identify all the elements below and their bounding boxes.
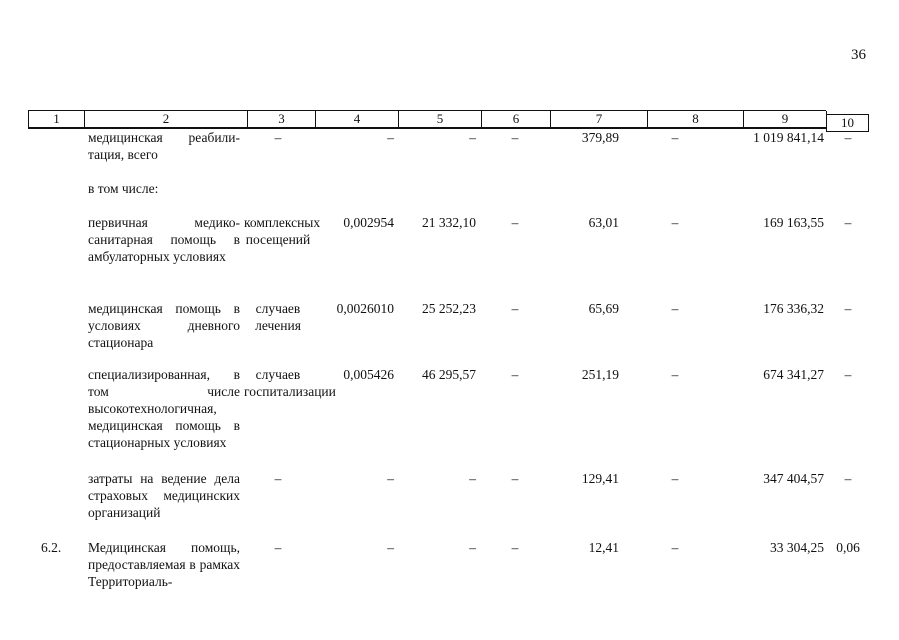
header-col-3: 3 bbox=[248, 111, 316, 127]
header-col-6: 6 bbox=[482, 111, 551, 127]
row-col-8: – bbox=[671, 215, 679, 230]
row-col-5: 25 252,23 bbox=[422, 301, 476, 316]
table-header bbox=[28, 110, 826, 128]
row-unit: случаев лечения bbox=[255, 301, 301, 333]
row-col-5: 46 295,57 bbox=[422, 367, 476, 382]
row-col-5: – bbox=[469, 540, 476, 555]
row-col-5: – bbox=[469, 130, 476, 145]
row-col-7: 63,01 bbox=[588, 215, 619, 230]
row-col-10: – bbox=[844, 301, 852, 316]
row-col-4: 0,002954 bbox=[343, 215, 394, 230]
row-col-8: – bbox=[671, 471, 679, 486]
header-col-9: 9 bbox=[744, 111, 827, 127]
row-unit: – bbox=[274, 540, 282, 555]
row-name: специализированная, в том числе высокотехнологичная, медицинская помощь в стационарных условиях bbox=[88, 367, 240, 450]
row-col-8: – bbox=[671, 130, 679, 145]
row-col-4: 0,005426 bbox=[343, 367, 394, 382]
row-name: в том числе: bbox=[88, 181, 159, 196]
row-col-8: – bbox=[671, 540, 679, 555]
row-col-9: 169 163,55 bbox=[763, 215, 824, 230]
row-col-4: 0,0026010 bbox=[336, 301, 394, 316]
row-col-7: 65,69 bbox=[588, 301, 619, 316]
header-col-10: 10 bbox=[826, 114, 869, 132]
row-col-10: – bbox=[844, 130, 852, 145]
row-name: Медицинская помощь, предоставляемая в рамках Территориаль- bbox=[88, 540, 240, 589]
row-col-4: – bbox=[387, 540, 394, 555]
row-name: первичная медико-санитарная помощь в амбулаторных условиях bbox=[88, 215, 240, 264]
page-number: 36 bbox=[851, 47, 866, 63]
row-col-10: 0,06 bbox=[836, 540, 860, 555]
row-col-7: 129,41 bbox=[581, 471, 619, 486]
row-col-5: – bbox=[469, 471, 476, 486]
row-col-10: – bbox=[844, 471, 852, 486]
row-col-9: 674 341,27 bbox=[763, 367, 824, 382]
row-col-6: – bbox=[511, 301, 519, 316]
row-name: медицинская помощь в условиях дневного стационара bbox=[88, 301, 240, 350]
row-number: 6.2. bbox=[41, 540, 62, 555]
row-name: медицинская реабили-тация, всего bbox=[88, 130, 240, 162]
row-unit: – bbox=[274, 471, 282, 486]
header-col-2: 2 bbox=[85, 111, 248, 127]
row-col-9: 1 019 841,14 bbox=[753, 130, 824, 145]
row-col-9: 33 304,25 bbox=[770, 540, 824, 555]
row-unit: комплексных посещений bbox=[244, 215, 321, 247]
row-col-8: – bbox=[671, 367, 679, 382]
row-col-6: – bbox=[511, 540, 519, 555]
row-col-6: – bbox=[511, 215, 519, 230]
row-unit: – bbox=[274, 130, 282, 145]
header-col-5: 5 bbox=[399, 111, 482, 127]
header-col-1: 1 bbox=[29, 111, 85, 127]
row-name: затраты на ведение дела страховых медицинских организаций bbox=[88, 471, 240, 520]
row-col-4: – bbox=[387, 130, 394, 145]
header-col-4: 4 bbox=[316, 111, 399, 127]
row-col-9: 347 404,57 bbox=[763, 471, 824, 486]
header-col-8: 8 bbox=[648, 111, 744, 127]
row-col-8: – bbox=[671, 301, 679, 316]
row-col-6: – bbox=[511, 130, 519, 145]
row-col-7: 251,19 bbox=[581, 367, 619, 382]
row-col-4: – bbox=[387, 471, 394, 486]
row-col-6: – bbox=[511, 471, 519, 486]
row-col-6: – bbox=[511, 367, 519, 382]
row-col-9: 176 336,32 bbox=[763, 301, 824, 316]
row-unit: случаев госпитализации bbox=[244, 367, 336, 399]
row-col-10: – bbox=[844, 367, 852, 382]
row-col-7: 379,89 bbox=[581, 130, 619, 145]
row-col-7: 12,41 bbox=[588, 540, 619, 555]
header-col-7: 7 bbox=[551, 111, 648, 127]
row-col-10: – bbox=[844, 215, 852, 230]
row-col-5: 21 332,10 bbox=[422, 215, 476, 230]
